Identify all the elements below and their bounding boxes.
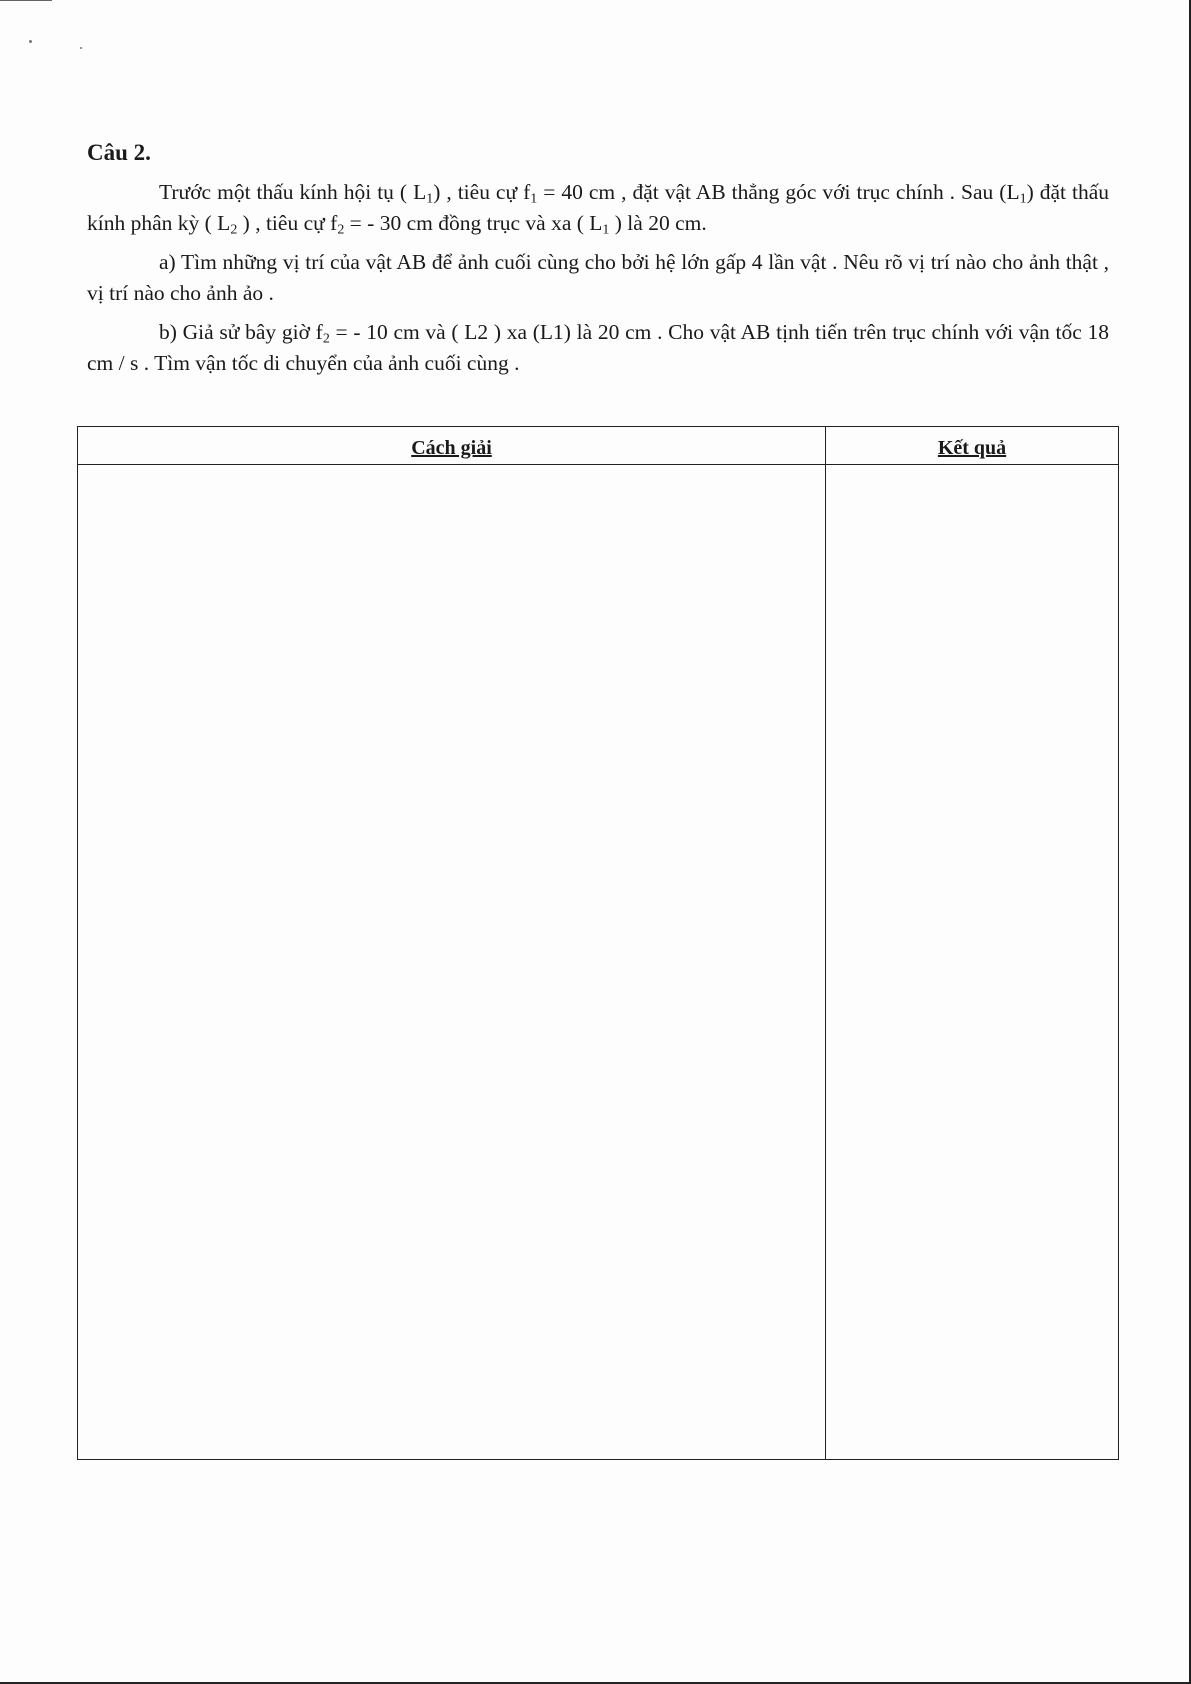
- subscript: 1: [1019, 191, 1027, 207]
- table-header-divider: [78, 464, 1118, 465]
- question-title: Câu 2.: [87, 140, 151, 165]
- question-intro: Trước một thấu kính hội tụ ( $L_1$) , tiêu cự $f_1 = 40$ cm , đặt vật AB thẳng góc với trục chính . Sau $(L_1)$ đặt thấu kính phân kỳ ( $L_2$ ) , tiêu cự $f_2$ = - 30 cm đồng trục và xa ( $L_1$ ) là 20 cm.: [87, 180, 1109, 238]
- subscript: 1: [602, 222, 610, 238]
- method-column-header: Cách giải: [411, 437, 492, 459]
- answer-table: [77, 426, 1119, 1460]
- question-part-a: a) Tìm những vị trí của vật AB để ảnh cuối cùng cho bởi hệ lớn gấp 4 lần vật . Nêu rõ vị trí nào cho ảnh thật , vị trí nào cho ảnh ảo .: [87, 250, 1109, 305]
- subscript: 2: [230, 222, 238, 238]
- subscript: 2: [322, 331, 330, 347]
- subscript: 1: [530, 191, 538, 207]
- result-column-header: Kết quả: [937, 437, 1007, 459]
- question-body: [87, 177, 1109, 379]
- subscript: 1: [426, 191, 434, 207]
- subscript: 2: [337, 222, 345, 238]
- scan-speck: [80, 47, 82, 49]
- table-column-divider: [825, 427, 826, 1459]
- scan-edge-top: [0, 0, 52, 1]
- question-part-b: b) Giả sử bây giờ $f_2$ = - 10 cm và ( L2 ) xa (L1) là 20 cm . Cho vật AB tịnh tiến trên trục chính với vận tốc 18 cm / s . Tìm vận tốc di chuyển của ảnh cuối cùng .: [87, 320, 1109, 375]
- scan-speck: [29, 40, 32, 43]
